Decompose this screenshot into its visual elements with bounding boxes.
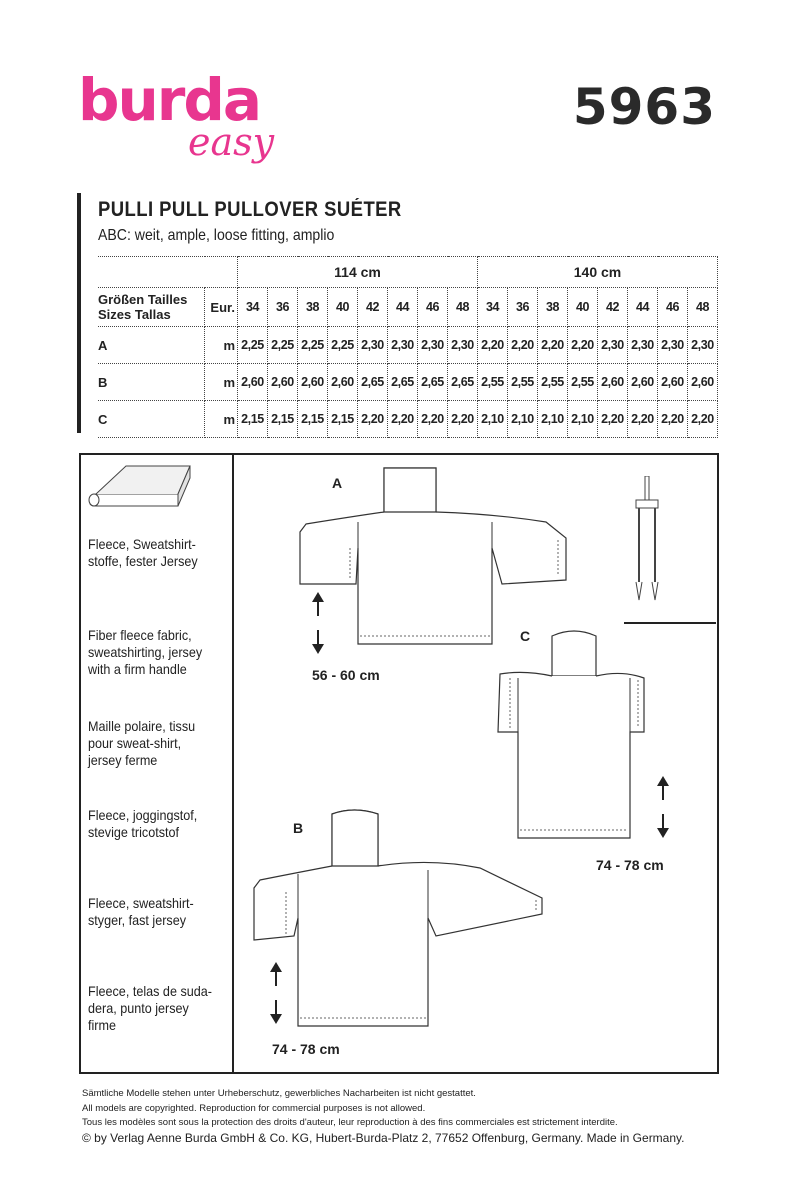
size-header-label: Größen Tailles Sizes Tallas (98, 288, 205, 327)
row-label: A (98, 327, 205, 364)
fabric-roll-icon (86, 462, 194, 514)
length-arrow-icon (653, 776, 673, 838)
size-cell: 38 (538, 288, 568, 327)
length-arrow-icon (308, 592, 328, 654)
value-cell: 2,60 (268, 364, 298, 401)
needle-divider (624, 622, 716, 624)
value-cell: 2,65 (358, 364, 388, 401)
fabric-text-es: Fleece, telas de suda-dera, punto jersey firme (88, 983, 212, 1033)
value-cell: 2,20 (388, 401, 418, 438)
twin-needle-icon (624, 476, 670, 604)
size-cell: 48 (688, 288, 718, 327)
value-cell: 2,60 (688, 364, 718, 401)
size-cell: 42 (358, 288, 388, 327)
value-cell: 2,55 (568, 364, 598, 401)
value-cell: 2,10 (538, 401, 568, 438)
fabric-text-fr: Maille polaire, tissu pour sweat-shirt, jersey ferme (88, 718, 196, 768)
value-cell: 2,15 (268, 401, 298, 438)
value-cell: 2,20 (508, 327, 538, 364)
size-cell: 36 (268, 288, 298, 327)
length-arrow-icon (266, 962, 286, 1024)
value-cell: 2,15 (328, 401, 358, 438)
value-cell: 2,55 (538, 364, 568, 401)
value-cell: 2,20 (448, 401, 478, 438)
value-cell: 2,60 (598, 364, 628, 401)
value-cell: 2,25 (268, 327, 298, 364)
size-cell: 36 (508, 288, 538, 327)
model-c-label: C (520, 628, 531, 644)
value-cell: 2,10 (478, 401, 508, 438)
publisher-line: © by Verlag Aenne Burda GmbH & Co. KG, Hubert-Burda-Platz 2, 77652 Offenburg, Germany. Made in Germany. (82, 1131, 685, 1145)
value-cell: 2,20 (658, 401, 688, 438)
width-140: 140 cm (478, 257, 718, 288)
value-cell: 2,30 (628, 327, 658, 364)
value-cell: 2,30 (688, 327, 718, 364)
table-row (98, 364, 718, 401)
eur-label: Eur. (205, 288, 238, 327)
size-cell: 42 (598, 288, 628, 327)
value-cell: 2,65 (388, 364, 418, 401)
size-cell: 40 (568, 288, 598, 327)
value-cell: 2,60 (298, 364, 328, 401)
page-title: PULLI PULL PULLOVER SUÉTER (98, 198, 402, 221)
size-cell: 44 (628, 288, 658, 327)
brand-name: burda (78, 66, 261, 134)
brand-sub: easy (188, 120, 275, 164)
size-cell: 34 (478, 288, 508, 327)
size-cell: 48 (448, 288, 478, 327)
unit-label: m (205, 364, 238, 401)
value-cell: 2,20 (568, 327, 598, 364)
value-cell: 2,20 (418, 401, 448, 438)
value-cell: 2,30 (358, 327, 388, 364)
value-cell: 2,65 (448, 364, 478, 401)
model-b-sketch (250, 808, 550, 1030)
model-b-length: 74 - 78 cm (272, 1041, 340, 1057)
table-width-row (98, 257, 718, 288)
pattern-number: 5963 (572, 78, 716, 136)
copyright-de: Sämtliche Modelle stehen unter Urheberschutz, gewerbliches Nacharbeiten ist nicht gestattet. (82, 1088, 476, 1099)
value-cell: 2,55 (478, 364, 508, 401)
value-cell: 2,65 (418, 364, 448, 401)
value-cell: 2,60 (658, 364, 688, 401)
value-cell: 2,20 (478, 327, 508, 364)
fabric-text-de: Fleece, Sweatshirt-stoffe, fester Jersey (88, 536, 198, 569)
value-cell: 2,20 (538, 327, 568, 364)
size-cell: 38 (298, 288, 328, 327)
table-row (98, 401, 718, 438)
value-cell: 2,20 (358, 401, 388, 438)
value-cell: 2,30 (598, 327, 628, 364)
value-cell: 2,25 (328, 327, 358, 364)
fit-description: ABC: weit, ample, loose fitting, amplio (98, 227, 335, 244)
value-cell: 2,20 (598, 401, 628, 438)
value-cell: 2,60 (238, 364, 268, 401)
model-a-label: A (332, 475, 343, 491)
row-label: C (98, 401, 205, 438)
fabric-text-en: Fiber fleece fabric, sweatshirting, jersey with a firm handle (88, 627, 203, 677)
value-cell: 2,25 (238, 327, 268, 364)
burda-easy-logo (78, 66, 298, 180)
value-cell: 2,30 (388, 327, 418, 364)
header-bar (77, 193, 81, 433)
row-label: B (98, 364, 205, 401)
copyright-en: All models are copyrighted. Reproduction for commercial purposes is not allowed. (82, 1103, 426, 1114)
model-b-label: B (293, 820, 304, 836)
value-cell: 2,20 (688, 401, 718, 438)
table-sizes-row (98, 288, 718, 327)
size-cell: 34 (238, 288, 268, 327)
value-cell: 2,30 (658, 327, 688, 364)
value-cell: 2,15 (238, 401, 268, 438)
value-cell: 2,10 (568, 401, 598, 438)
value-cell: 2,60 (328, 364, 358, 401)
size-cell: 46 (658, 288, 688, 327)
unit-label: m (205, 327, 238, 364)
model-a-length: 56 - 60 cm (312, 667, 380, 683)
unit-label: m (205, 401, 238, 438)
fabric-text-nl: Fleece, joggingstof, stevige tricotstof (88, 807, 198, 840)
value-cell: 2,20 (628, 401, 658, 438)
frame-divider (232, 455, 234, 1072)
table-row (98, 327, 718, 364)
value-cell: 2,30 (418, 327, 448, 364)
value-cell: 2,10 (508, 401, 538, 438)
fabric-text-da: Fleece, sweatshirt-styger, fast jersey (88, 895, 194, 928)
size-cell: 46 (418, 288, 448, 327)
copyright-fr: Tous les modèles sont sous la protection des droits d'auteur, leur reproduction à des fins commerciales est strictement interdite. (82, 1117, 618, 1128)
model-c-length: 74 - 78 cm (596, 857, 664, 873)
size-cell: 40 (328, 288, 358, 327)
size-cell: 44 (388, 288, 418, 327)
value-cell: 2,25 (298, 327, 328, 364)
value-cell: 2,60 (628, 364, 658, 401)
width-114: 114 cm (238, 257, 478, 288)
yardage-table (98, 256, 718, 438)
value-cell: 2,15 (298, 401, 328, 438)
value-cell: 2,30 (448, 327, 478, 364)
value-cell: 2,55 (508, 364, 538, 401)
model-a-sketch (296, 466, 586, 652)
